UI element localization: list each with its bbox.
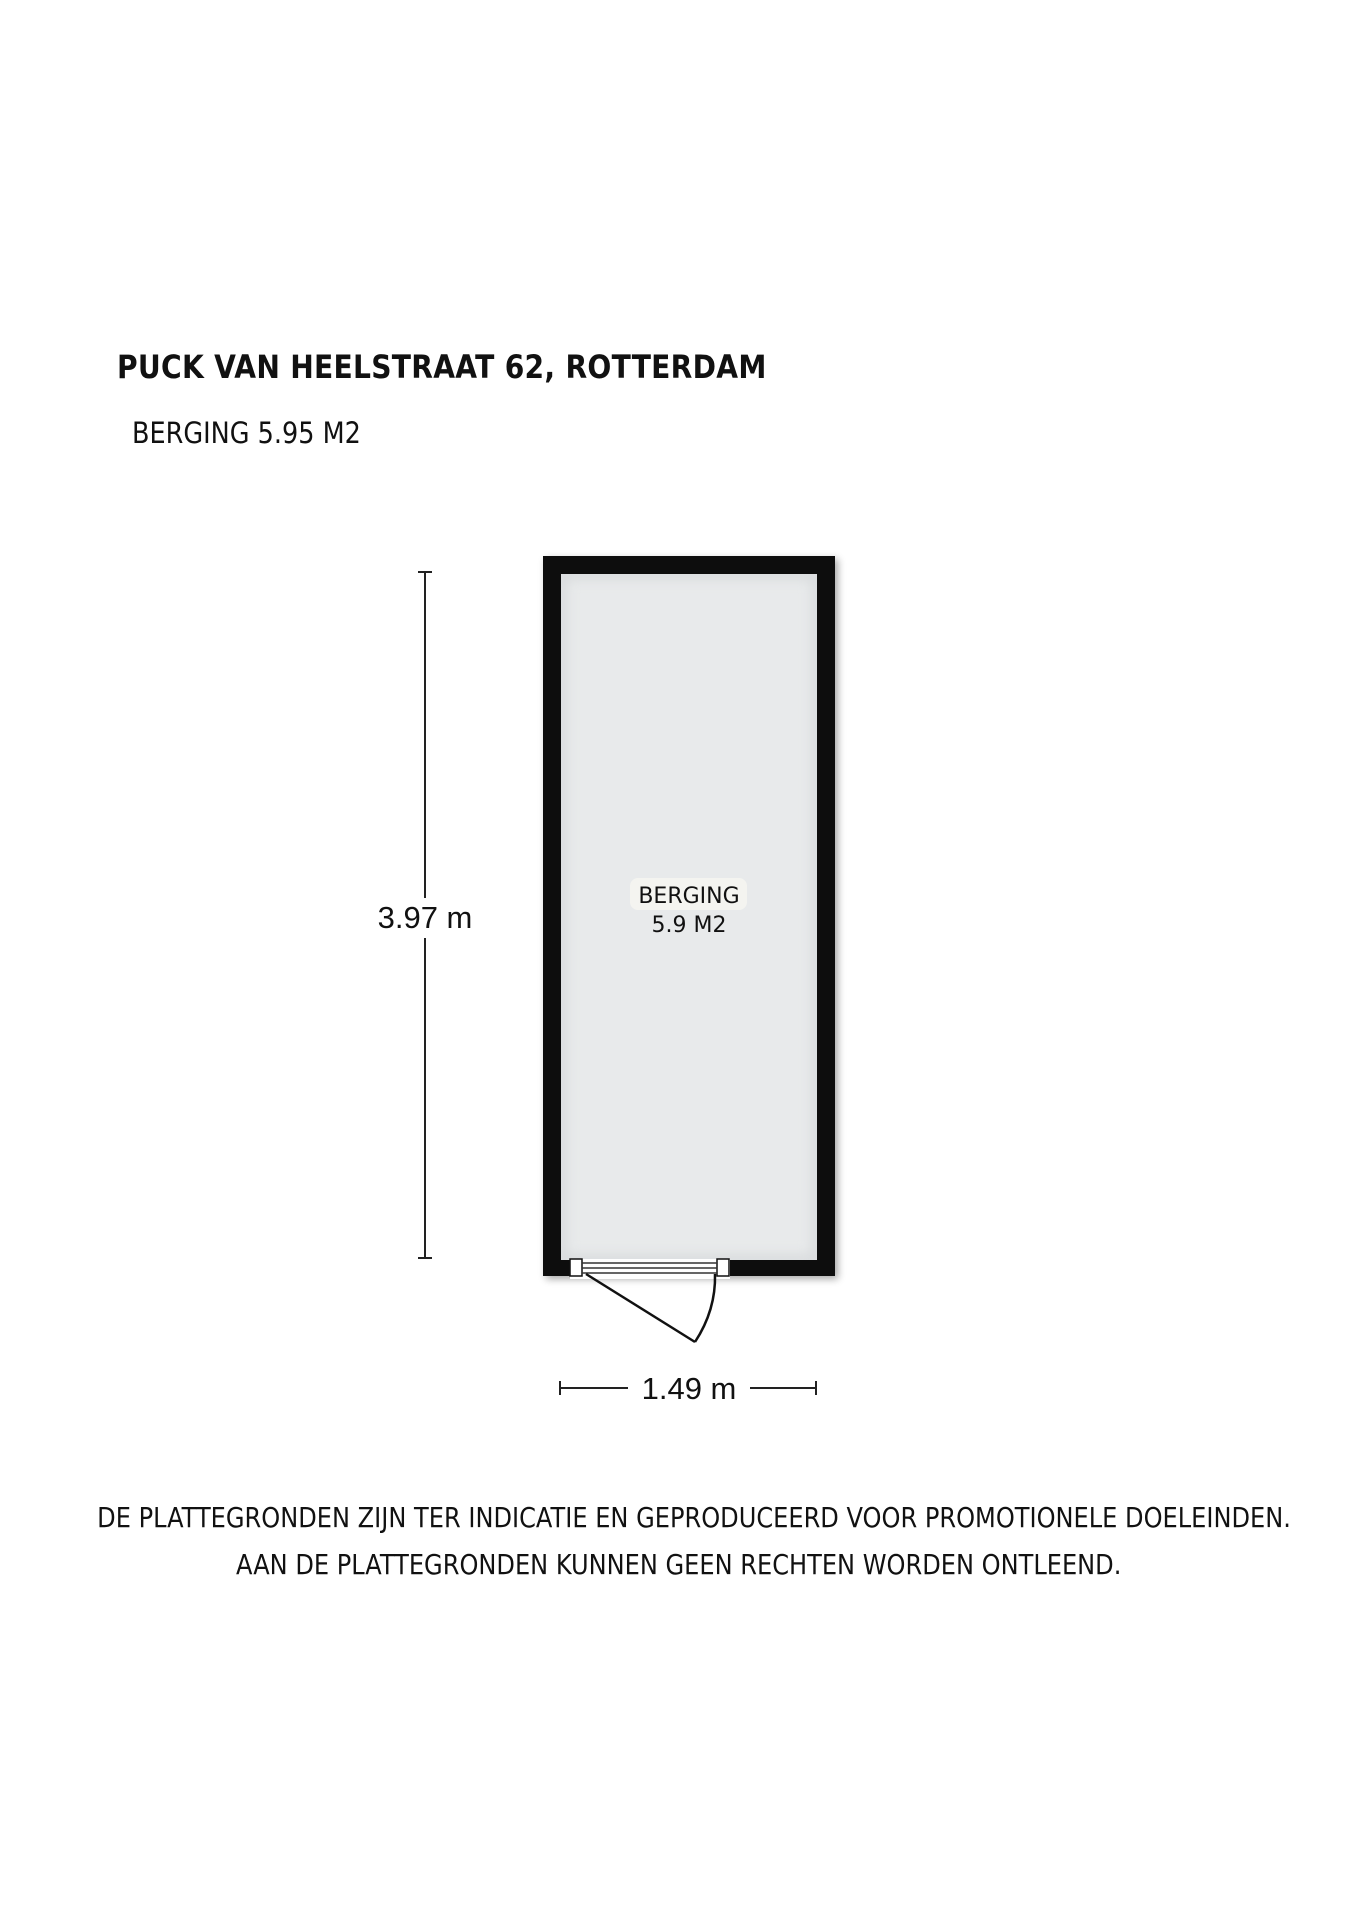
door-jamb-right bbox=[717, 1259, 729, 1276]
disclaimer-line-1 bbox=[0, 1501, 1358, 1534]
door-opening bbox=[570, 1259, 730, 1279]
disclaimer-line-2-text: AAN DE PLATTEGRONDEN KUNNEN GEEN RECHTEN WORDEN ONTLEEND. bbox=[236, 1548, 1122, 1581]
room-name-label: BERGING bbox=[638, 884, 740, 909]
door-leaf bbox=[586, 1274, 695, 1342]
room-area-label: 5.9 M2 bbox=[651, 913, 727, 938]
height-dimension-label: 3.97 m bbox=[377, 900, 473, 935]
page-subtitle: BERGING 5.95 M2 bbox=[132, 416, 361, 450]
page-title: PUCK VAN HEELSTRAAT 62, ROTTERDAM bbox=[117, 348, 767, 386]
disclaimer-line-1-text: DE PLATTEGRONDEN ZIJN TER INDICATIE EN GEPRODUCEERD VOOR PROMOTIONELE DOELEINDEN. bbox=[97, 1501, 1291, 1534]
door-swing-arc bbox=[695, 1274, 715, 1342]
door-jamb-left bbox=[570, 1259, 582, 1276]
height-dimension bbox=[378, 572, 473, 1258]
door bbox=[570, 1259, 730, 1342]
width-dimension-label: 1.49 m bbox=[641, 1371, 737, 1406]
width-dimension bbox=[560, 1371, 816, 1406]
disclaimer-line-2 bbox=[0, 1548, 1358, 1581]
